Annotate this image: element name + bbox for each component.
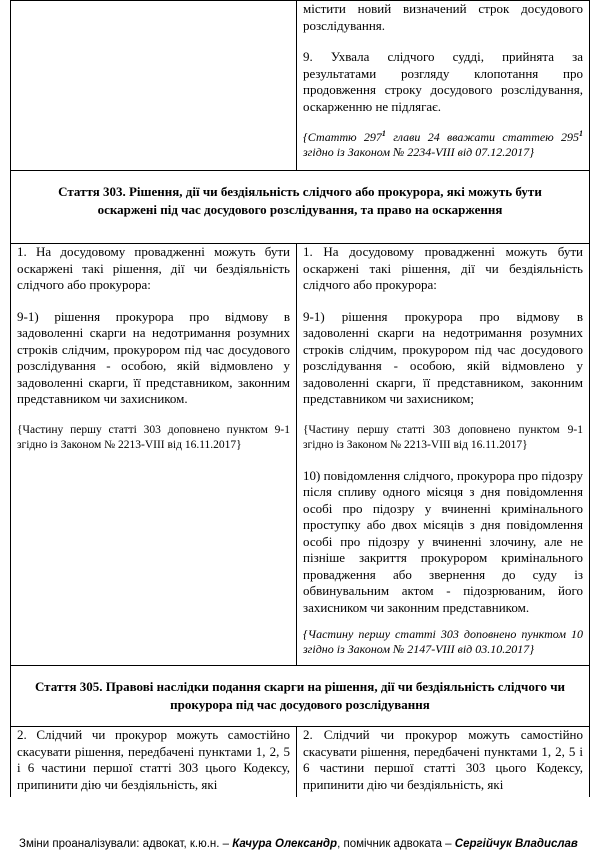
article-305-heading: Стаття 305. Правові наслідки подання скарги на рішення, дії чи бездіяльність слідчого чи прокурора під час досудового розслідування: [11, 666, 590, 727]
left-cell: [11, 727, 297, 798]
table-row: [11, 666, 590, 727]
footer-credits: Зміни проаналізували: адвокат, к.ю.н. – Качура Олександр, помічник адвоката – Сергійчук Владислав: [19, 838, 578, 850]
paragraph: 2. Слідчий чи прокурор можуть самостійно скасувати рішення, передбачені пунктами 1, 2, 5 і 6 частини першої статті 303 цього Кодексу, припинити дію чи бездіяльність, які: [303, 727, 583, 792]
right-cell: [297, 1, 590, 171]
right-cell: [297, 727, 590, 798]
paragraph: 9-1) рішення прокурора про відмову в задоволенні скарги на недотримання розумних строків слідчим, прокурором під час досудового розслідування - особою, якій відмовлено у задоволенні скарги, її представником, законним представником чи захисником;: [303, 308, 583, 406]
comparison-table: [10, 0, 590, 797]
table-row: [11, 244, 590, 666]
paragraph: 2. Слідчий чи прокурор можуть самостійно скасувати рішення, передбачені пунктами 1, 2, 5 і 6 частини першої статті 303 цього Кодексу, припинити дію чи бездіяльність, які: [17, 727, 290, 792]
assistant-name: Сергійчук Владислав: [454, 838, 578, 850]
article-303-heading: Стаття 303. Рішення, дії чи бездіяльність слідчого або прокурора, які можуть бути оскаржені під час досудового розслідування, та право на оскарження: [11, 171, 590, 244]
paragraph: 1. На досудовому провадженні можуть бути оскаржені такі рішення, дії чи бездіяльність слідчого або прокурора:: [303, 244, 583, 292]
paragraph: 10) повідомлення слідчого, прокурора про підозру після спливу одного місяця з дня повідомлення особі про підозру у вчиненні кримінального проступку або двох місяців з дня повідомлення особі про підозру у вчиненні злочину, але не пізніше закриття прокурором кримінального провадження або звернення до суду із обвинувальним актом - підозрюваним, його захисником чи законним представником.: [303, 467, 583, 615]
paragraph: 1. На досудовому провадженні можуть бути оскаржені такі рішення, дії чи бездіяльність слідчого або прокурора:: [17, 244, 290, 292]
amendment-note: {Статтю $297^1$ глави 24 вважати статтею $295^1$ згідно із Законом № 2234-VIII від 07.12.2017}: [303, 129, 584, 159]
right-cell: [297, 244, 590, 666]
left-cell-empty: [11, 1, 297, 171]
table-row: [11, 1, 590, 171]
paragraph: містити новий визначений строк досудового розслідування.: [303, 1, 583, 33]
paragraph: 9. Ухвала слідчого судді, прийнята за результатами розгляду клопотання про продовження строку досудового розслідування, оскарженню не підлягає.: [303, 49, 583, 114]
amendment-note: {Частину першу статті 303 доповнено пунктом 10 згідно із Законом № 2147-VIII від 03.10.2017}: [303, 627, 583, 656]
table-row: [11, 727, 590, 798]
paragraph: 9-1) рішення прокурора про відмову в задоволенні скарги на недотримання розумних строків слідчим, прокурором під час досудового розслідування - особою, якій відмовлено у задоволенні скарги, її представником, законним представником чи захисником.: [17, 308, 290, 406]
amendment-note: {Частину першу статті 303 доповнено пунктом 9-1 згідно із Законом № 2213-VIII від 16.11.2017}: [303, 423, 583, 451]
left-cell: [11, 244, 297, 666]
author-name: Качура Олександр: [232, 838, 338, 850]
table-row: [11, 171, 590, 244]
amendment-note: {Частину першу статті 303 доповнено пунктом 9-1 згідно із Законом № 2213-VIII від 16.11.2017}: [17, 423, 290, 451]
